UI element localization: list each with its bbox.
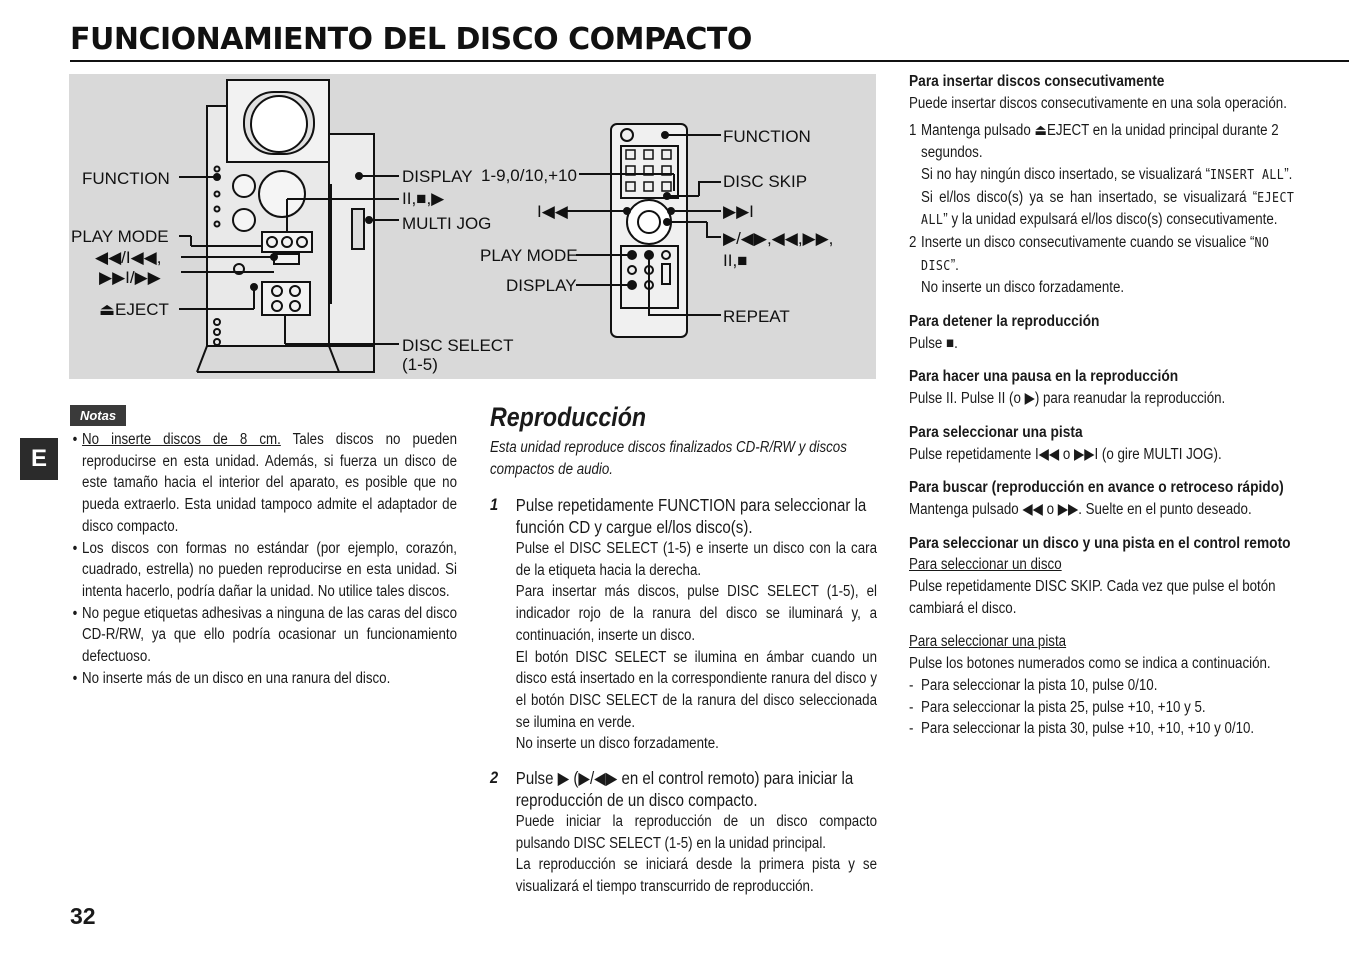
page-number: 32 (70, 903, 96, 929)
page-title: FUNCIONAMIENTO DEL DISCO COMPACTO (70, 22, 752, 57)
consecutive-item-2 (909, 232, 1294, 299)
label-skip-main: ◀◀/I◀◀, (95, 248, 162, 267)
heading-search: Para buscar (reproducción en avance o retroceso rápido) (909, 479, 1284, 497)
step-paragraph: El botón DISC SELECT se ilumina en ámbar cuando un disco está insertado en la correspondiente ranura del disco y el botón DISC SELECT de la ranura del disco seleccionada se ilumina en verde. (515, 648, 877, 731)
section-heading-reproduccion: Reproducción (490, 402, 647, 432)
step-number: 1 (490, 495, 499, 514)
label-skip2-main: ▶▶I/▶▶ (99, 268, 161, 287)
reproduccion-steps (490, 494, 877, 898)
label-display-main: DISPLAY (402, 167, 473, 186)
step-2 (490, 767, 877, 898)
stop-text: Pulse ■. (909, 334, 958, 352)
language-tab: E (20, 438, 58, 480)
lcd-text: INSERT ALL (1210, 166, 1285, 183)
list-number: 2 (909, 233, 917, 251)
label-function-main: FUNCTION (82, 169, 170, 188)
select-track-remote-text: Pulse los botones numerados como se indica a continuación. (909, 655, 1271, 673)
step-lead: Pulse repetidamente FUNCTION para seleccionar la función CD y cargue el/los disco(s). (515, 495, 867, 537)
note-item: • Los discos con formas no estándar (por ejemplo, corazón, cuadrado, estrella) no pueden reproducirse en esta unidad. Si intenta hacerlo, podría dañar la unidad. No utilice tales discos. (70, 538, 457, 603)
label-next-remote: ▶▶I (723, 202, 754, 221)
title-rule (70, 60, 1349, 62)
step-lead: Pulse ▶ (▶/◀▶ en el control remoto) para iniciar la reproducción de un disco compacto. (515, 768, 854, 811)
label-multi-jog: MULTI JOG (402, 214, 492, 233)
step-paragraph: Pulse el DISC SELECT (1-5) e inserte un disco con la cara de la etiqueta hacia la derecha. (515, 540, 877, 579)
note-item: • No inserte discos de 8 cm. Tales discos no pueden reproducirse en esta unidad. Además, si fuerza un disco de este tamaño hacia el interior del aparato, es posible que no pueda extraerlo. Esta unidad tampoco admite el adaptador de disco compacto. (70, 429, 457, 538)
example-item: - Para seleccionar la pista 10, pulse 0/10. (909, 676, 1158, 694)
heading-consecutive: Para insertar discos consecutivamente (909, 73, 1165, 90)
subheading-select-track: Para seleccionar una pista (909, 633, 1067, 651)
label-repeat-remote: REPEAT (723, 307, 790, 326)
reproduccion-intro: Esta unidad reproduce discos finalizados CD-R/RW y discos compactos de audio. (490, 439, 847, 478)
consecutive-item-1-text: Mantenga pulsado ⏏EJECT en la unidad principal durante 2 segundos. (921, 122, 1279, 162)
label-disc-select: DISC SELECT (402, 336, 514, 355)
search-text: Mantenga pulsado ◀◀ o ▶▶. Suelte en el punto deseado. (909, 500, 1252, 518)
select-track-text: Pulse repetidamente I◀◀ o ▶▶I (o gire MULTI JOG). (909, 445, 1222, 463)
notes-badge: Notas (70, 405, 126, 426)
subheading-select-disc: Para seleccionar un disco (909, 556, 1062, 574)
consecutive-item-1 (909, 120, 1294, 232)
device-illustration (69, 74, 876, 379)
example-item: - Para seleccionar la pista 30, pulse +10, +10, +10 y 0/10. (909, 720, 1255, 738)
label-pause-stop-remote: II,■ (723, 251, 748, 270)
consecutive-item-2-text: Inserte un disco consecutivamente cuando se visualice “NO DISC”. (921, 233, 1270, 274)
lcd-text: NO DISC (921, 234, 1270, 274)
note-item: • No pegue etiquetas adhesivas a ninguna de las caras del disco CD-R/RW, ya que ello podría ocasionar un funcionamiento defectuoso. (70, 603, 457, 668)
label-function-remote: FUNCTION (723, 127, 811, 146)
select-disc-text: Pulse repetidamente DISC SKIP. Cada vez que pulse el botón cambiará el disco. (909, 578, 1276, 617)
right-column (909, 71, 1294, 740)
consecutive-item-2-note: No inserte un disco forzadamente. (921, 279, 1125, 297)
label-play-mode-remote: PLAY MODE (480, 246, 578, 265)
label-disc-skip: DISC SKIP (723, 172, 808, 191)
heading-pause: Para hacer una pausa en la reproducción (909, 368, 1179, 386)
consecutive-item-1-eject-all: Si el/los disco(s) ya se han insertado, se visualizará “EJECT ALL” y la unidad expulsará el/los disco(s) consecutivamente. (921, 188, 1295, 229)
lcd-text: EJECT ALL (921, 189, 1295, 229)
consecutive-intro: Puede insertar discos consecutivamente en una sola operación. (909, 94, 1287, 112)
step-1 (490, 494, 877, 755)
label-play-search-remote: ▶/◀▶,◀◀,▶▶, (723, 229, 834, 248)
label-eject-main: ⏏EJECT (99, 300, 169, 319)
step-paragraph: No inserte un disco forzadamente. (515, 735, 719, 753)
notes-list (70, 429, 457, 689)
consecutive-item-1-insert-all: Si no hay ningún disco insertado, se visualizará “INSERT ALL”. (921, 165, 1293, 183)
heading-stop: Para detener la reproducción (909, 313, 1100, 331)
label-numbers-remote: 1-9,0/10,+10 (481, 166, 577, 185)
label-prev-remote: I◀◀ (537, 202, 568, 221)
step-paragraph: Puede iniciar la reproducción de un disco compacto pulsando DISC SELECT (1-5) en la unidad principal. (515, 813, 877, 852)
example-item: - Para seleccionar la pista 25, pulse +10, +10 y 5. (909, 698, 1206, 716)
note-item: • No inserte más de un disco en una ranura del disco. (70, 668, 457, 690)
controls-figure (69, 74, 876, 379)
step-paragraph: Para insertar más discos, pulse DISC SELECT (1-5), el indicador rojo de la ranura del disco se iluminará y, a continuación, inserte un disco. (515, 583, 877, 644)
label-disc-select-range: (1-5) (402, 355, 438, 374)
label-display-remote: DISPLAY (506, 276, 577, 295)
label-pause-stop-play: II,■,▶ (402, 189, 445, 208)
list-number: 1 (909, 122, 917, 140)
heading-select-track: Para seleccionar una pista (909, 423, 1083, 441)
heading-remote-select: Para seleccionar un disco y una pista en el control remoto (909, 534, 1291, 552)
step-paragraph: La reproducción se iniciará desde la primera pista y se visualizará el tiempo transcurrido de reproducción. (515, 856, 877, 896)
label-play-mode-main: PLAY MODE (71, 227, 169, 246)
pause-text: Pulse II. Pulse II (o ▶) para reanudar la reproducción. (909, 390, 1226, 408)
step-number: 2 (490, 768, 499, 788)
